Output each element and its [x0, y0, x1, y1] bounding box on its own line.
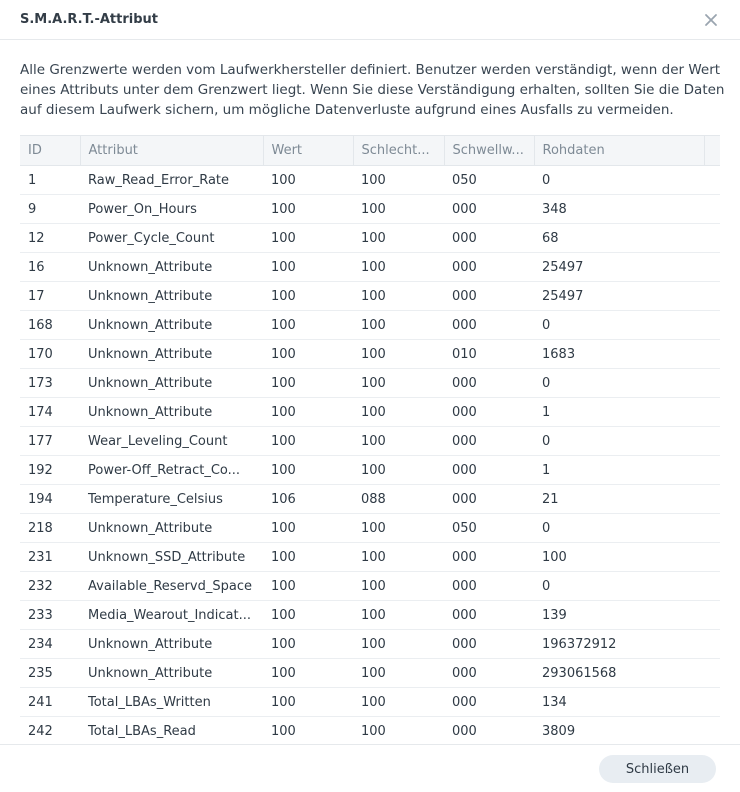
table-row[interactable] — [20, 195, 720, 224]
table-row[interactable] — [20, 398, 720, 427]
cell-id: 231 — [20, 543, 80, 572]
cell-value: 100 — [263, 456, 353, 485]
cell-id: 17 — [20, 282, 80, 311]
table-row[interactable] — [20, 253, 720, 282]
table-row[interactable] — [20, 456, 720, 485]
cell-value: 100 — [263, 253, 353, 282]
cell-value: 100 — [263, 659, 353, 688]
cell-raw-data: 293061568 — [534, 659, 704, 688]
cell-raw-data: 0 — [534, 514, 704, 543]
cell-spacer — [704, 514, 720, 543]
cell-worst: 100 — [353, 456, 444, 485]
cell-threshold: 050 — [444, 166, 534, 195]
table-row[interactable] — [20, 282, 720, 311]
cell-raw-data: 1 — [534, 398, 704, 427]
cell-id: 1 — [20, 166, 80, 195]
cell-threshold: 050 — [444, 514, 534, 543]
cell-id: 177 — [20, 427, 80, 456]
cell-worst: 100 — [353, 688, 444, 717]
cell-id: 173 — [20, 369, 80, 398]
cell-attribute: Power_Cycle_Count — [80, 224, 263, 253]
cell-spacer — [704, 456, 720, 485]
cell-attribute: Wear_Leveling_Count — [80, 427, 263, 456]
cell-id: 168 — [20, 311, 80, 340]
cell-worst: 100 — [353, 369, 444, 398]
cell-worst: 100 — [353, 224, 444, 253]
cell-worst: 100 — [353, 601, 444, 630]
description-line: eines Attributs unter dem Grenzwert liegt. Wenn Sie diese Verständigung erhalten, sollten Sie die Daten — [20, 82, 725, 98]
table-header-row — [20, 136, 720, 166]
cell-threshold: 000 — [444, 717, 534, 745]
cell-value: 100 — [263, 224, 353, 253]
cell-threshold: 000 — [444, 282, 534, 311]
cell-value: 100 — [263, 369, 353, 398]
cell-threshold: 010 — [444, 340, 534, 369]
description-line: Alle Grenzwerte werden vom Laufwerkhersteller definiert. Benutzer werden verständigt, wenn der Wert — [20, 62, 721, 78]
cell-attribute: Unknown_Attribute — [80, 253, 263, 282]
cell-id: 235 — [20, 659, 80, 688]
cell-attribute: Raw_Read_Error_Rate — [80, 166, 263, 195]
close-icon[interactable] — [700, 9, 722, 31]
cell-threshold: 000 — [444, 456, 534, 485]
description-text — [20, 60, 725, 120]
cell-raw-data: 348 — [534, 195, 704, 224]
cell-attribute: Unknown_Attribute — [80, 369, 263, 398]
dialog-footer — [0, 744, 740, 792]
cell-raw-data: 68 — [534, 224, 704, 253]
cell-spacer — [704, 427, 720, 456]
cell-value: 106 — [263, 485, 353, 514]
cell-threshold: 000 — [444, 659, 534, 688]
cell-threshold: 000 — [444, 253, 534, 282]
cell-id: 9 — [20, 195, 80, 224]
cell-value: 100 — [263, 166, 353, 195]
table-row[interactable] — [20, 340, 720, 369]
cell-threshold: 000 — [444, 398, 534, 427]
close-button[interactable]: Schließen — [599, 755, 716, 783]
cell-value: 100 — [263, 282, 353, 311]
column-header-raw-data[interactable]: Rohdaten — [534, 136, 704, 166]
cell-spacer — [704, 253, 720, 282]
cell-spacer — [704, 572, 720, 601]
cell-attribute: Unknown_Attribute — [80, 282, 263, 311]
cell-worst: 100 — [353, 572, 444, 601]
cell-attribute: Power-Off_Retract_Co... — [80, 456, 263, 485]
cell-raw-data: 100 — [534, 543, 704, 572]
cell-spacer — [704, 688, 720, 717]
cell-value: 100 — [263, 630, 353, 659]
cell-attribute: Unknown_Attribute — [80, 659, 263, 688]
table-row[interactable] — [20, 688, 720, 717]
table-row[interactable] — [20, 224, 720, 253]
cell-threshold: 000 — [444, 311, 534, 340]
cell-raw-data: 0 — [534, 427, 704, 456]
cell-raw-data: 196372912 — [534, 630, 704, 659]
table-row[interactable] — [20, 659, 720, 688]
smart-attribute-table — [20, 135, 720, 744]
cell-threshold: 000 — [444, 427, 534, 456]
cell-worst: 100 — [353, 630, 444, 659]
cell-attribute: Unknown_Attribute — [80, 398, 263, 427]
column-header-id[interactable]: ID — [20, 136, 80, 166]
cell-spacer — [704, 717, 720, 745]
cell-attribute: Unknown_Attribute — [80, 514, 263, 543]
cell-raw-data: 25497 — [534, 253, 704, 282]
cell-raw-data: 0 — [534, 369, 704, 398]
table-row[interactable] — [20, 572, 720, 601]
table-row[interactable] — [20, 717, 720, 745]
dialog-title: S.M.A.R.T.-Attribut — [20, 12, 158, 27]
cell-spacer — [704, 166, 720, 195]
column-header-worst[interactable]: Schlecht... — [353, 136, 444, 166]
cell-worst: 088 — [353, 485, 444, 514]
cell-threshold: 000 — [444, 630, 534, 659]
table-row[interactable] — [20, 543, 720, 572]
cell-attribute: Unknown_Attribute — [80, 630, 263, 659]
cell-id: 192 — [20, 456, 80, 485]
cell-spacer — [704, 195, 720, 224]
cell-id: 16 — [20, 253, 80, 282]
cell-worst: 100 — [353, 340, 444, 369]
cell-attribute: Total_LBAs_Read — [80, 717, 263, 745]
cell-spacer — [704, 282, 720, 311]
cell-spacer — [704, 630, 720, 659]
cell-value: 100 — [263, 311, 353, 340]
cell-id: 174 — [20, 398, 80, 427]
cell-raw-data: 1683 — [534, 340, 704, 369]
description-line: auf diesem Laufwerk sichern, um mögliche Datenverluste aufgrund eines Ausfalls zu vermeiden. — [20, 102, 674, 118]
cell-value: 100 — [263, 340, 353, 369]
table-row[interactable] — [20, 311, 720, 340]
cell-value: 100 — [263, 427, 353, 456]
cell-worst: 100 — [353, 253, 444, 282]
cell-raw-data: 139 — [534, 601, 704, 630]
cell-worst: 100 — [353, 659, 444, 688]
cell-raw-data: 0 — [534, 166, 704, 195]
cell-id: 241 — [20, 688, 80, 717]
cell-attribute: Unknown_SSD_Attribute — [80, 543, 263, 572]
cell-attribute: Temperature_Celsius — [80, 485, 263, 514]
cell-spacer — [704, 340, 720, 369]
cell-spacer — [704, 398, 720, 427]
cell-worst: 100 — [353, 166, 444, 195]
cell-threshold: 000 — [444, 195, 534, 224]
cell-threshold: 000 — [444, 369, 534, 398]
table-row[interactable] — [20, 630, 720, 659]
cell-id: 170 — [20, 340, 80, 369]
cell-worst: 100 — [353, 282, 444, 311]
cell-worst: 100 — [353, 311, 444, 340]
cell-attribute: Power_On_Hours — [80, 195, 263, 224]
cell-raw-data: 0 — [534, 572, 704, 601]
column-header-spacer — [704, 136, 720, 166]
cell-id: 233 — [20, 601, 80, 630]
cell-worst: 100 — [353, 543, 444, 572]
cell-value: 100 — [263, 514, 353, 543]
cell-raw-data: 3809 — [534, 717, 704, 745]
cell-id: 194 — [20, 485, 80, 514]
table-row[interactable] — [20, 485, 720, 514]
cell-spacer — [704, 601, 720, 630]
cell-threshold: 000 — [444, 601, 534, 630]
cell-attribute: Unknown_Attribute — [80, 311, 263, 340]
cell-value: 100 — [263, 572, 353, 601]
cell-spacer — [704, 543, 720, 572]
column-header-threshold[interactable]: Schwellw... — [444, 136, 534, 166]
cell-attribute: Total_LBAs_Written — [80, 688, 263, 717]
cell-attribute: Unknown_Attribute — [80, 340, 263, 369]
cell-id: 242 — [20, 717, 80, 745]
cell-id: 218 — [20, 514, 80, 543]
cell-raw-data: 1 — [534, 456, 704, 485]
cell-worst: 100 — [353, 427, 444, 456]
cell-id: 12 — [20, 224, 80, 253]
table-body — [20, 166, 720, 745]
cell-spacer — [704, 224, 720, 253]
cell-threshold: 000 — [444, 543, 534, 572]
table-row[interactable] — [20, 427, 720, 456]
cell-raw-data: 0 — [534, 311, 704, 340]
column-header-value[interactable]: Wert — [263, 136, 353, 166]
cell-value: 100 — [263, 398, 353, 427]
cell-id: 232 — [20, 572, 80, 601]
cell-value: 100 — [263, 601, 353, 630]
cell-threshold: 000 — [444, 572, 534, 601]
cell-threshold: 000 — [444, 224, 534, 253]
cell-worst: 100 — [353, 398, 444, 427]
cell-spacer — [704, 369, 720, 398]
cell-raw-data: 21 — [534, 485, 704, 514]
table-row[interactable] — [20, 166, 720, 195]
cell-value: 100 — [263, 543, 353, 572]
cell-threshold: 000 — [444, 485, 534, 514]
cell-id: 234 — [20, 630, 80, 659]
cell-spacer — [704, 485, 720, 514]
cell-attribute: Available_Reservd_Space — [80, 572, 263, 601]
cell-value: 100 — [263, 717, 353, 745]
cell-raw-data: 25497 — [534, 282, 704, 311]
cell-threshold: 000 — [444, 688, 534, 717]
table-row[interactable] — [20, 601, 720, 630]
table-row[interactable] — [20, 514, 720, 543]
cell-spacer — [704, 311, 720, 340]
cell-raw-data: 134 — [534, 688, 704, 717]
cell-value: 100 — [263, 688, 353, 717]
dialog-titlebar — [0, 0, 740, 40]
cell-attribute: Media_Wearout_Indicat... — [80, 601, 263, 630]
cell-value: 100 — [263, 195, 353, 224]
table-row[interactable] — [20, 369, 720, 398]
cell-worst: 100 — [353, 195, 444, 224]
cell-worst: 100 — [353, 514, 444, 543]
cell-spacer — [704, 659, 720, 688]
cell-worst: 100 — [353, 717, 444, 745]
smart-attribute-grid[interactable] — [20, 135, 720, 744]
column-header-attribute[interactable]: Attribut — [80, 136, 263, 166]
